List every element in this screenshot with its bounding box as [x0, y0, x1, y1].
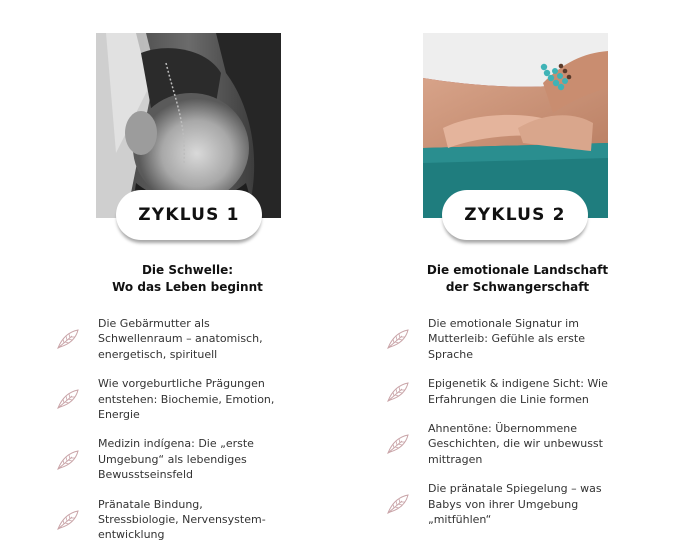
list-item-text [428, 421, 628, 467]
feather-leaf-icon [56, 449, 80, 471]
text-line: Mutterleib: Gefühle als erste [428, 332, 585, 346]
text-line: Die Gebärmutter als [98, 317, 210, 330]
topic-list [56, 316, 316, 557]
list-item [56, 497, 316, 543]
text-line: Die emotionale Signatur im [428, 317, 579, 330]
feather-leaf-icon [386, 433, 410, 455]
text-line: Epigenetik & indigene Sicht: Wie [428, 377, 608, 391]
text-line: Schwellenraum – anatomisch, [98, 332, 263, 346]
list-item [386, 481, 646, 527]
text-line: Medizin indígena: Die „erste [98, 437, 254, 451]
list-item-text [98, 436, 298, 482]
list-item-text [98, 376, 298, 422]
text-line: Pränatale Bindung, [98, 497, 203, 511]
feather-leaf-icon [386, 381, 410, 403]
text-line: Umgebung“ als lebendiges [98, 452, 247, 466]
feather-leaf-icon [386, 328, 410, 350]
feather-leaf-icon [56, 388, 80, 410]
text-line: Energie [98, 408, 140, 422]
text-line: mittragen [428, 452, 483, 466]
heading-line: Wo das Leben beginnt [112, 280, 263, 294]
feather-leaf-icon [386, 493, 410, 515]
text-line: Sprache [428, 347, 474, 361]
list-item-text [428, 316, 628, 362]
text-line: Erfahrungen die Linie formen [428, 392, 589, 406]
cycle-badge: ZYKLUS 1 [116, 190, 262, 240]
text-line: Ahnentöne: Übernommene [428, 422, 577, 436]
list-item [386, 376, 646, 407]
text-line: Geschichten, die wir unbewusst [428, 437, 603, 451]
cycle-heading [20, 262, 355, 296]
cycle-1-card [20, 0, 340, 554]
heading-line: der Schwangerschaft [445, 280, 590, 294]
cycle-2-card [350, 0, 670, 554]
list-item [56, 316, 316, 362]
list-item [56, 376, 316, 422]
text-line: entwicklung [98, 528, 165, 542]
list-item-text [98, 316, 298, 362]
text-line: Die pränatale Spiegelung – was [428, 482, 602, 496]
text-line: entstehen: Biochemie, Emotion, [98, 392, 275, 406]
feather-leaf-icon [56, 328, 80, 350]
topic-list [386, 316, 646, 541]
text-line: Babys von ihrer Umgebung [428, 497, 579, 511]
cycle-badge: ZYKLUS 2 [442, 190, 588, 240]
heading-line: Die Schwelle: [141, 263, 234, 277]
text-line: energetisch, spirituell [98, 347, 218, 361]
list-item [386, 316, 646, 362]
cycle-heading [350, 262, 685, 296]
feather-leaf-icon [56, 509, 80, 531]
list-item-text [428, 376, 628, 407]
list-item-text [428, 481, 628, 527]
list-item [386, 421, 646, 467]
text-line: Stressbiologie, Nervensystem- [98, 513, 266, 527]
text-line: Bewusstseinsfeld [98, 468, 193, 482]
text-line: „mitfühlen“ [428, 513, 492, 527]
text-line: Wie vorgeburtliche Prägungen [98, 377, 265, 391]
list-item [56, 436, 316, 482]
heading-line: Die emotionale Landschaft [426, 263, 609, 277]
list-item-text [98, 497, 298, 543]
